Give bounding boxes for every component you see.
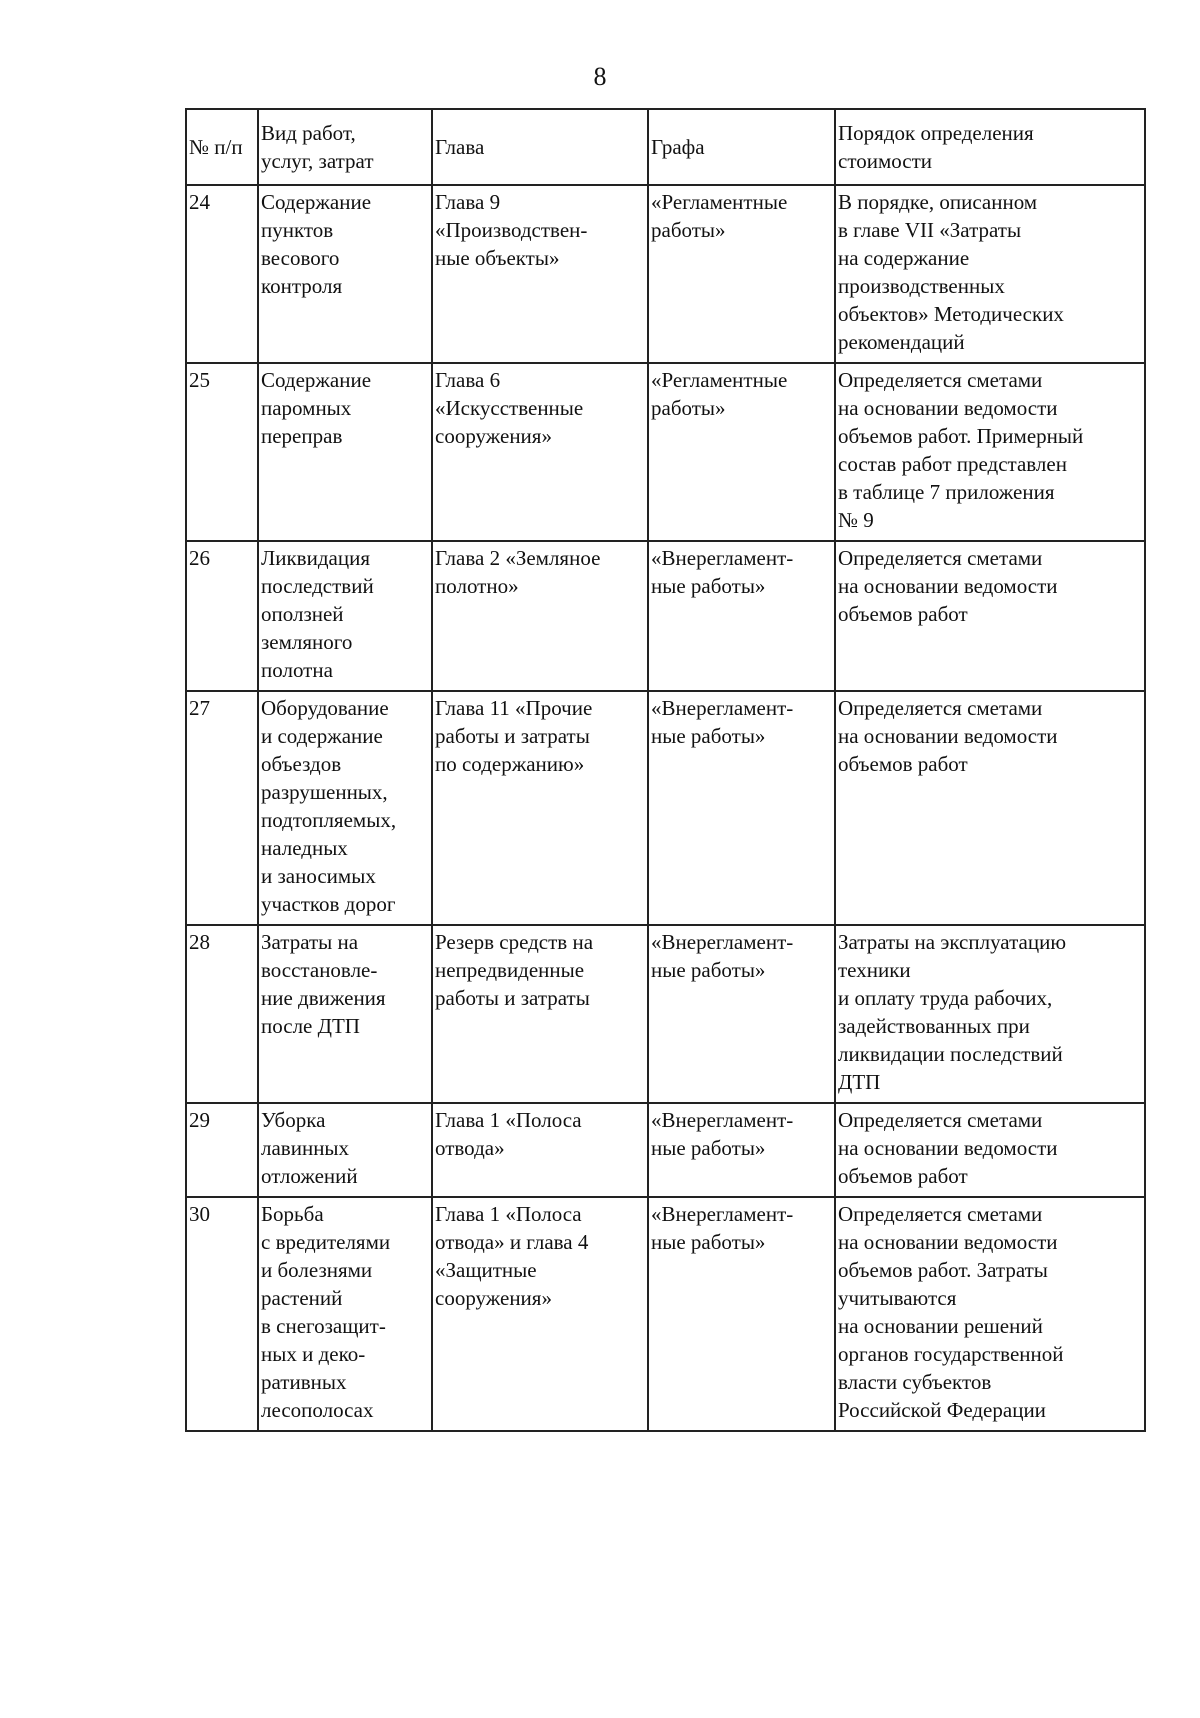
cell-text-line: Борьба	[261, 1202, 324, 1226]
column-cell	[648, 1197, 835, 1431]
cell-text-line: объемов работ. Затраты	[838, 1258, 1048, 1282]
header-text-line: стоимости	[838, 149, 933, 173]
header-text-line: Порядок определения	[838, 121, 1034, 145]
table-row	[186, 541, 1145, 691]
cell-text-line: работы»	[651, 396, 726, 420]
header-text-line: № п/п	[189, 135, 243, 159]
cell-text-line: ные работы»	[651, 958, 766, 982]
cell-text-line: на основании ведомости	[838, 724, 1058, 748]
cell-text-line: Глава 6	[435, 368, 501, 392]
cell-text-line: участков дорог	[261, 892, 396, 916]
cell-text-line: на основании ведомости	[838, 1136, 1058, 1160]
header-cost-method	[835, 109, 1145, 185]
cell-text-line: Определяется сметами	[838, 368, 1043, 392]
cost-method-cell	[835, 925, 1145, 1103]
work-type-cell	[258, 925, 432, 1103]
cell-text-line: полотно»	[435, 574, 519, 598]
chapter-cell	[432, 1103, 648, 1197]
cell-text-line: Глава 11 «Прочие	[435, 696, 593, 720]
header-text-line: Вид работ,	[261, 121, 356, 145]
cell-text-line: состав работ представлен	[838, 452, 1067, 476]
cell-text-line: объемов работ	[838, 752, 968, 776]
cell-text-line: Определяется сметами	[838, 696, 1043, 720]
cell-text-line: органов государственной	[838, 1342, 1064, 1366]
cell-text-line: Затраты на эксплуатацию	[838, 930, 1067, 954]
cell-text-line: сооружения»	[435, 1286, 552, 1310]
cell-text-line: ративных	[261, 1370, 347, 1394]
table-row	[186, 1197, 1145, 1431]
work-type-cell	[258, 1197, 432, 1431]
column-cell	[648, 925, 835, 1103]
table-row	[186, 185, 1145, 363]
cell-text-line: на основании ведомости	[838, 396, 1058, 420]
chapter-cell	[432, 185, 648, 363]
cell-text-line: последствий	[261, 574, 374, 598]
header-text-line: услуг, затрат	[261, 149, 374, 173]
cell-text-line: Оборудование	[261, 696, 389, 720]
table-row	[186, 691, 1145, 925]
cell-text-line: Глава 9	[435, 190, 501, 214]
cell-text-line: «Внерегламент-	[651, 696, 794, 720]
table-row	[186, 925, 1145, 1103]
cell-text-line: контроля	[261, 274, 343, 298]
header-number	[186, 109, 258, 185]
cell-text-line: Содержание	[261, 190, 372, 214]
cell-text-line: и содержание	[261, 724, 383, 748]
cell-text-line: Ликвидация	[261, 546, 370, 570]
cell-text-line: ние движения	[261, 986, 386, 1010]
row-number-cell: 27	[186, 691, 258, 925]
cell-text-line: лавинных	[261, 1136, 350, 1160]
work-type-cell	[258, 1103, 432, 1197]
cell-text-line: на основании решений	[838, 1314, 1043, 1338]
row-number-cell: 25	[186, 363, 258, 541]
table-header	[186, 109, 1145, 185]
cell-text-line: ликвидации последствий	[838, 1042, 1063, 1066]
cell-text-line: Глава 2 «Земляное	[435, 546, 601, 570]
table-row	[186, 1103, 1145, 1197]
work-type-cell	[258, 541, 432, 691]
cell-text-line: «Внерегламент-	[651, 930, 794, 954]
header-column	[648, 109, 835, 185]
cell-text-line: Определяется сметами	[838, 546, 1043, 570]
cell-text-line: объемов работ	[838, 1164, 968, 1188]
cost-method-cell	[835, 691, 1145, 925]
cell-text-line: «Внерегламент-	[651, 546, 794, 570]
cost-method-cell	[835, 185, 1145, 363]
cell-text-line: работы и затраты	[435, 986, 590, 1010]
cell-text-line: оползней	[261, 602, 344, 626]
row-number-cell: 28	[186, 925, 258, 1103]
cell-text-line: разрушенных,	[261, 780, 388, 804]
cost-method-cell	[835, 541, 1145, 691]
row-number-cell: 29	[186, 1103, 258, 1197]
cell-text-line: паромных	[261, 396, 352, 420]
cell-text-line: по содержанию»	[435, 752, 585, 776]
cell-text-line: с вредителями	[261, 1230, 391, 1254]
cell-text-line: «Защитные	[435, 1258, 537, 1282]
chapter-cell	[432, 691, 648, 925]
cell-text-line: «Искусственные	[435, 396, 584, 420]
cell-text-line: Определяется сметами	[838, 1108, 1043, 1132]
row-number-cell: 26	[186, 541, 258, 691]
cell-text-line: пунктов	[261, 218, 334, 242]
cell-text-line: в главе VII «Затраты	[838, 218, 1022, 242]
cell-text-line: после ДТП	[261, 1014, 360, 1038]
cell-text-line: и заносимых	[261, 864, 376, 888]
cell-text-line: «Производствен-	[435, 218, 588, 242]
header-text-line: Глава	[435, 135, 485, 159]
cell-text-line: ные объекты»	[435, 246, 560, 270]
cell-text-line: власти субъектов	[838, 1370, 992, 1394]
cell-text-line: Содержание	[261, 368, 372, 392]
cell-text-line: производственных	[838, 274, 1005, 298]
work-type-cell	[258, 691, 432, 925]
cell-text-line: «Регламентные	[651, 190, 788, 214]
cell-text-line: ные работы»	[651, 574, 766, 598]
column-cell	[648, 541, 835, 691]
cell-text-line: Затраты на	[261, 930, 359, 954]
cell-text-line: Глава 1 «Полоса	[435, 1108, 582, 1132]
cell-text-line: ных и деко-	[261, 1342, 366, 1366]
cell-text-line: рекомендаций	[838, 330, 965, 354]
row-number-cell: 24	[186, 185, 258, 363]
table-body	[186, 185, 1145, 1431]
cell-text-line: Российской Федерации	[838, 1398, 1046, 1422]
chapter-cell	[432, 541, 648, 691]
cell-text-line: «Регламентные	[651, 368, 788, 392]
cell-text-line: в снегозащит-	[261, 1314, 386, 1338]
row-number-cell: 30	[186, 1197, 258, 1431]
cell-text-line: техники	[838, 958, 911, 982]
cell-text-line: лесополосах	[261, 1398, 374, 1422]
cost-method-cell	[835, 1197, 1145, 1431]
chapter-cell	[432, 925, 648, 1103]
cell-text-line: и оплату труда рабочих,	[838, 986, 1053, 1010]
work-type-cell	[258, 363, 432, 541]
cell-text-line: ные работы»	[651, 724, 766, 748]
cell-text-line: на содержание	[838, 246, 970, 270]
cell-text-line: работы и затраты	[435, 724, 590, 748]
cell-text-line: и болезнями	[261, 1258, 373, 1282]
cell-text-line: Определяется сметами	[838, 1202, 1043, 1226]
cell-text-line: ДТП	[838, 1070, 881, 1094]
cell-text-line: непредвиденные	[435, 958, 585, 982]
cell-text-line: весового	[261, 246, 340, 270]
cell-text-line: «Внерегламент-	[651, 1108, 794, 1132]
cell-text-line: растений	[261, 1286, 343, 1310]
chapter-cell	[432, 363, 648, 541]
cell-text-line: полотна	[261, 658, 333, 682]
header-chapter	[432, 109, 648, 185]
header-work-type	[258, 109, 432, 185]
column-cell	[648, 691, 835, 925]
cell-text-line: Резерв средств на	[435, 930, 594, 954]
cell-text-line: объемов работ. Примерный	[838, 424, 1084, 448]
cell-text-line: на основании ведомости	[838, 574, 1058, 598]
work-type-cell	[258, 185, 432, 363]
cell-text-line: земляного	[261, 630, 353, 654]
cell-text-line: ные работы»	[651, 1136, 766, 1160]
cell-text-line: наледных	[261, 836, 348, 860]
chapter-cell	[432, 1197, 648, 1431]
cell-text-line: № 9	[838, 508, 874, 532]
cell-text-line: на основании ведомости	[838, 1230, 1058, 1254]
cell-text-line: В порядке, описанном	[838, 190, 1038, 214]
cell-text-line: переправ	[261, 424, 343, 448]
cell-text-line: объектов» Методических	[838, 302, 1064, 326]
cell-text-line: отвода» и глава 4	[435, 1230, 589, 1254]
header-row	[186, 109, 1145, 185]
cell-text-line: отвода»	[435, 1136, 505, 1160]
cost-table	[185, 108, 1146, 1432]
cell-text-line: Уборка	[261, 1108, 326, 1132]
cell-text-line: Глава 1 «Полоса	[435, 1202, 582, 1226]
cell-text-line: объемов работ	[838, 602, 968, 626]
column-cell	[648, 363, 835, 541]
cell-text-line: работы»	[651, 218, 726, 242]
cell-text-line: отложений	[261, 1164, 358, 1188]
column-cell	[648, 1103, 835, 1197]
cost-method-cell	[835, 363, 1145, 541]
cost-method-cell	[835, 1103, 1145, 1197]
cell-text-line: задействованных при	[838, 1014, 1030, 1038]
cell-text-line: подтопляемых,	[261, 808, 397, 832]
cell-text-line: объездов	[261, 752, 342, 776]
cell-text-line: сооружения»	[435, 424, 552, 448]
page-number: 8	[593, 62, 607, 91]
cell-text-line: в таблице 7 приложения	[838, 480, 1055, 504]
cell-text-line: восстановле-	[261, 958, 378, 982]
cell-text-line: ные работы»	[651, 1230, 766, 1254]
column-cell	[648, 185, 835, 363]
cell-text-line: учитываются	[838, 1286, 957, 1310]
cell-text-line: «Внерегламент-	[651, 1202, 794, 1226]
header-text-line: Графа	[651, 135, 705, 159]
table-row	[186, 363, 1145, 541]
